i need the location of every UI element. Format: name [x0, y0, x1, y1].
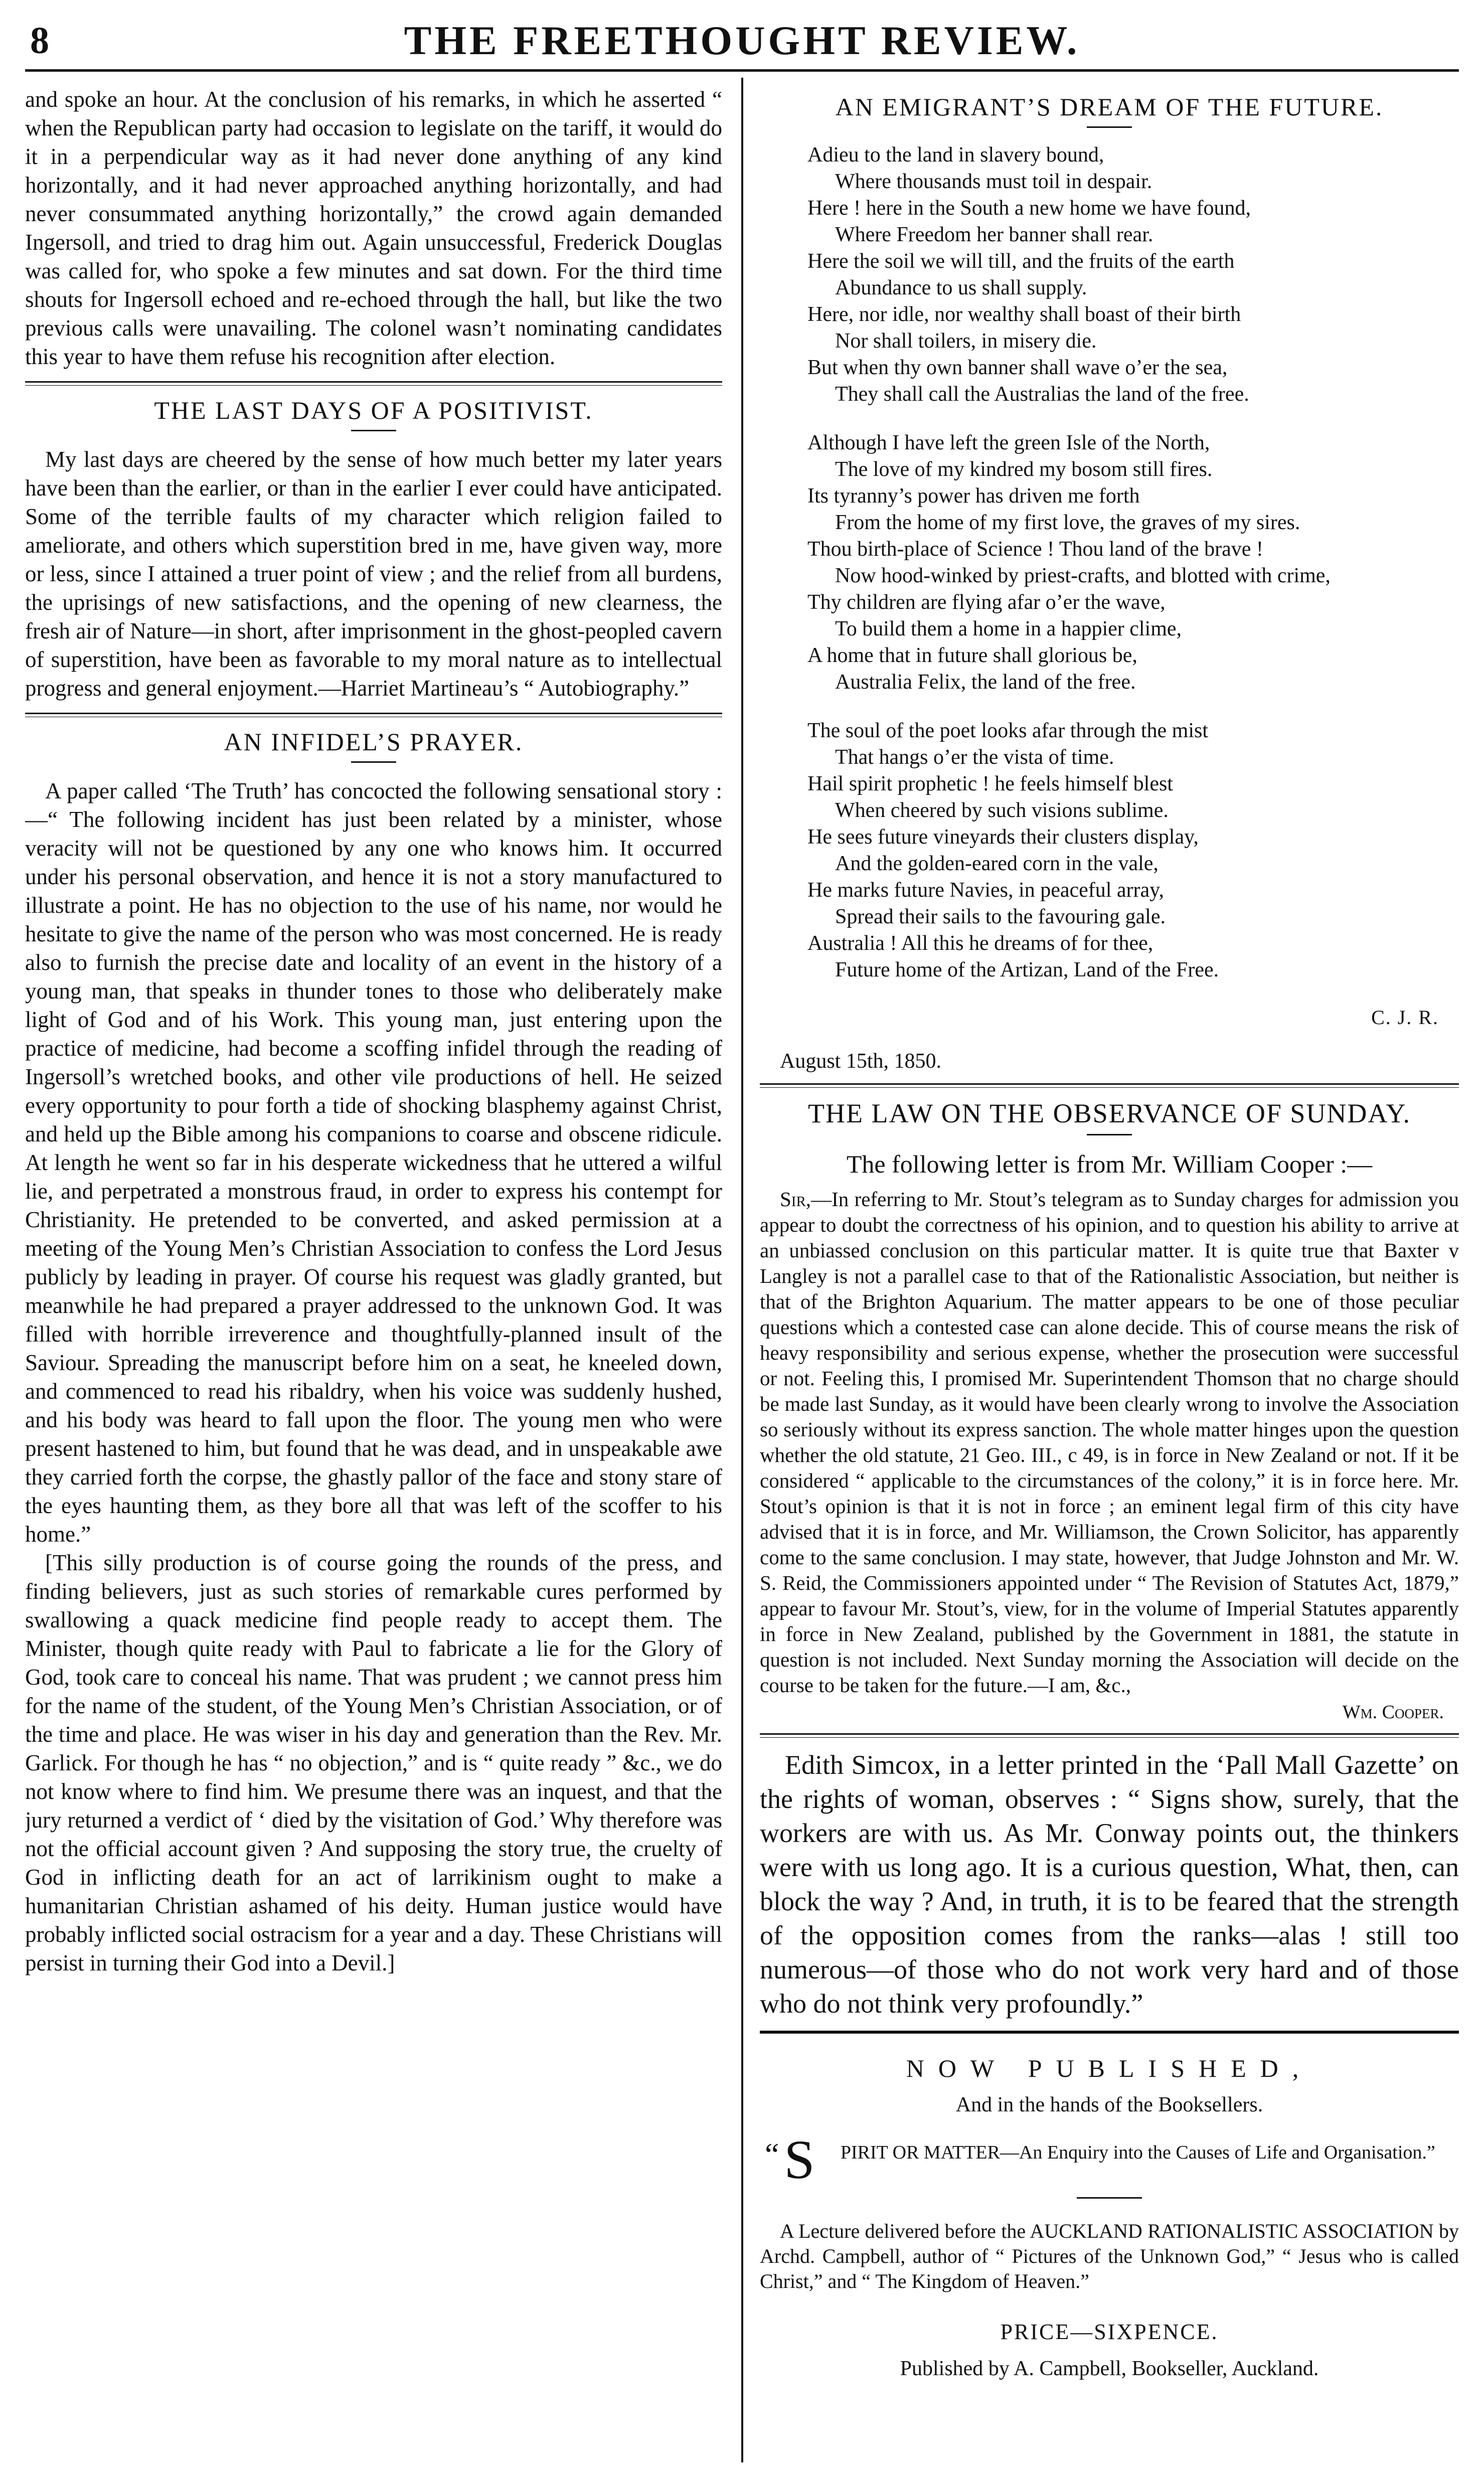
law-intro: The following letter is from Mr. William Cooper :— [846, 1150, 1373, 1178]
positivist-paragraph: My last days are cheered by the sense of how much better my later years have been than the earlier, or than in the earlier I ever could have anticipated. Some of the terrible faults of my character which religion failed to ameliorate, and others which superstition bred in me, have given way, more or less, since I attained a truer point of view ; and the relief from all burdens, the uprisings of new satisfactions, and the opening of new clearness, the fresh air of Nature—in short, after imprisonment in the ghost-peopled cavern of superstition, have been as favorable to my moral nature as to intellectual progress and general enjoyment.—Harriet Martineau’s “ Autobiography.” [25, 447, 722, 701]
poem-line: And the golden-eared corn in the vale, [835, 852, 1159, 875]
column-divider [741, 78, 743, 2462]
poem-line: Now hood-winked by priest-crafts, and blotted with crime, [835, 564, 1331, 587]
prayer-paragraph-1: A paper called ‘The Truth’ has concocted the following sensational story :—“ The following incident has just been related by a minister, whose veracity will not be questioned by any one who knows him. It occurred under his personal observation, and hence it is not a story manufactured to illustrate a point. He has no objection to the use of his name, nor would he hesitate to give the name of the person who was most concerned. He is ready also to furnish the precise date and locality of an event in the history of a young man, that speaks in thunder tones to those who deliberately make light of God and of his Work. This young man, just entering upon the practice of medicine, had become a scoffing infidel through the reading of Ingersoll’s wretched books, and other vile productions of hell. He seized every opportunity to pour forth a tide of shocking blasphemy against Christ, and held up the Bible among his companions to coarse and obscene ridicule. At length he went so far in his desperate wickedness that he uttered a wilful lie, and perpetrated a monstrous fraud, in order to express his contempt for Christianity. He pretended to be converted, and asked permission at a meeting of the Young Men’s Christian Association to confess the Lord Jesus publicly by leading in prayer. Of course his request was gladly granted, but meanwhile he had prepared a prayer addressed to the unknown God. It was filled with horrible irreverence and thoughtfully-planned insult of the Saviour. Spreading the manuscript before him on a seat, he kneeled down, and commenced to read his ribaldry, when his voice was suddenly hushed, and his body was heard to fall upon the floor. The young men who were present hastened to him, but found that he was dead, and in unspeakable awe they carried forth the corpse, the ghastly pallor of the face and stony stare of the eyes haunting them, as they bore all that was left of the scoffer to his home.” [25, 778, 722, 1547]
poem-line: Here the soil we will till, and the fruits of the earth [807, 250, 1235, 273]
poem-heading: AN EMIGRANT’S DREAM OF THE FUTURE. [835, 93, 1384, 121]
poem-line: When cheered by such visions sublime. [835, 799, 1169, 822]
poem-line: He sees future vineyards their clusters display, [807, 825, 1199, 849]
poem [807, 142, 1459, 983]
heading-underline [351, 761, 396, 763]
price-label: PRICE—SIXPENCE. [1000, 2320, 1219, 2344]
poem-date: August 15th, 1850. [780, 1050, 942, 1073]
poem-line: A home that in future shall glorious be, [807, 644, 1137, 667]
lecture-description: A Lecture delivered before the AUCKLAND RATIONALISTIC ASSOCIATION by Archd. Campbell, author of “ Pictures of the Unknown God,” “ Jesus who is called Christ,” and “ The Kingdom of Heaven.” [760, 2220, 1459, 2292]
poem-line: Spread their sails to the favouring gale. [835, 905, 1166, 928]
page-number: 8 [30, 20, 49, 62]
poem-line: Adieu to the land in slavery bound, [807, 143, 1104, 167]
poem-line: Nor shall toilers, in misery die. [835, 329, 1097, 353]
newspaper-page [25, 10, 1459, 2462]
poem-stanza-1 [807, 142, 1459, 408]
poem-line: To build them a home in a happier clime, [835, 617, 1182, 640]
poem-line: The love of my kindred my bosom still fires. [835, 458, 1213, 481]
heading-underline [1087, 1134, 1132, 1135]
poem-line: Hail spirit prophetic ! he feels himself blest [807, 772, 1173, 795]
heading-underline [351, 430, 396, 431]
section-rule [25, 381, 722, 386]
poem-signature: C. J. R. [1371, 1006, 1439, 1029]
poem-line: But when thy own banner shall wave o’er the sea, [807, 356, 1228, 379]
law-letter [760, 1187, 1459, 1698]
poem-line: The soul of the poet looks afar through the mist [807, 719, 1209, 742]
section-rule [25, 713, 722, 717]
prayer-heading: AN INFIDEL’S PRAYER. [224, 728, 524, 756]
poem-line: That hangs o’er the vista of time. [835, 746, 1114, 769]
masthead-title: THE FREETHOUGHT REVIEW. [404, 18, 1080, 63]
booksellers-line: And in the hands of the Booksellers. [955, 2093, 1263, 2116]
prayer-paragraph-2: [This silly production is of course going the rounds of the press, and finding believers, just as such stories of remarkable cures performed by swallowing a quack medicine find people ready to accept them. The Minister, though quite ready with Paul to fabricate a lie for the Glory of God, took care to conceal his name. That was prudent ; we cannot press him for the name of the student, of the Young Men’s Christian Association, or of the time and place. He was wiser in his day and generation than the Rev. Mr. Garlick. For though he has “ no objection,” and is “ quite ready ” &c., we do not know where to find him. We presume there was an inquest, and that the jury returned a verdict of ‘ died by the visitation of God.’ Why therefore was not the official account given ? And supposing the story true, the cruelty of God in inflicting death for an act of larrikinism ought to make a humanitarian Christian ashamed of his deity. Human justice would have probably inflicted social ostracism for a year and a day. These Christians will persist in turning their God into a Devil.] [25, 1550, 722, 1975]
header-rule [25, 69, 1459, 72]
poem-line: Although I have left the green Isle of the North, [807, 431, 1210, 454]
poem-line: Future home of the Artizan, Land of the Free. [835, 958, 1219, 981]
now-published-label: NOW PUBLISHED, [906, 2054, 1313, 2082]
poem-line: Here ! here in the South a new home we have found, [807, 197, 1251, 220]
letter-body: —In referring to Mr. Stout’s telegram as to Sunday charges for admission you appear to doubt the correctness of his opinion, and to question his ability to arrive at an unbiassed conclusion on this particular matter. It is quite true that Baxter v Langley is not a parallel case to that of the Rationalistic Association, but neither is that of the Brighton Aquarium. The matter appears to be one of those peculiar questions which a contested case can alone decide. This of course means the risk of heavy responsibility and serious expense, whether the prosecution were successful or not. Feeling this, I promised Mr. Superintendent Thomson that no charge should be made last Sunday, as it would have been clearly wrong to involve the Association so seriously without its express sanction. The whole matter hinges upon the question whether the old statute, 21 Geo. III., c 49, is in force in New Zealand or not. If it be considered “ applicable to the circumstances of the colony,” it is in force here. Mr. Stout’s opinion is that it is not in force ; an eminent legal firm of this city have advised that it is in force, and Mr. Williamson, the Crown Solicitor, has apparently come to the same conclusion. I may state, however, that Judge Johnston and Mr. W. S. Reid, the Commissioners appointed under “ The Revision of Statutes Act, 1879,” appear to favour Mr. Stout’s, view, for in the volume of Imperial Statutes apparently in force in New Zealand, published by the Government in 1881, the statute in question is not included. Next Sunday morning the Association will decide on the course to be taken for the future.—I am, &c., [760, 1188, 1459, 1697]
poem-line: Thy children are flying afar o’er the wave, [807, 591, 1166, 614]
poem-line: Australia Felix, the land of the free. [835, 671, 1136, 694]
book-title [760, 2129, 1459, 2190]
right-column [760, 85, 1459, 2462]
section-rule [760, 1733, 1459, 1738]
law-heading: THE LAW ON THE OBSERVANCE OF SUNDAY. [808, 1098, 1411, 1128]
poem-line: Australia ! All this he dreams of for thee, [807, 932, 1153, 955]
poem-line: Abundance to us shall supply. [835, 276, 1087, 299]
positivist-heading: THE LAST DAYS OF A POSITIVIST. [154, 396, 593, 424]
letter-salutation: Sir, [780, 1188, 811, 1211]
poem-line: Thou birth-place of Science ! Thou land of the brave ! [807, 538, 1263, 561]
poem-stanza-3 [807, 718, 1459, 983]
drop-cap: S [784, 2129, 815, 2190]
letter-signature: Wm. Cooper. [1342, 1702, 1444, 1723]
poem-stanza-2 [807, 430, 1459, 696]
publisher-line: Published by A. Campbell, Bookseller, Auckland. [900, 2357, 1319, 2380]
section-rule [760, 1083, 1459, 1088]
continuation-paragraph: and spoke an hour. At the conclusion of his remarks, in which he asserted “ when the Republican party had occasion to legislate on the tariff, it would do it in a perpendicular way as it had never done anything of any kind horizontally, and it had never approached anything horizontally, and had never consummated anything horizontally,” the crowd again demanded Ingersoll, and tried to drag him out. Again unsuccessful, Frederick Douglas was called for, who spoke a few minutes and sat down. For the third time shouts for Ingersoll echoed and re-echoed through the hall, but like the two previous calls were unavailing. The colonel wasn’t nominating candidates this year to have them refuse his recognition after election. [25, 87, 722, 369]
poem-line: They shall call the Australias the land of the free. [835, 383, 1249, 406]
heading-underline [1087, 126, 1132, 128]
poem-line: From the home of my first love, the graves of my sires. [835, 511, 1300, 534]
advert-separator [1077, 2197, 1142, 2199]
simcox-paragraph: Edith Simcox, in a letter printed in the ‘Pall Mall Gazette’ on the rights of woman, observes : “ Signs show, surely, that the workers are with us. As Mr. Conway points out, the thinkers were with us long ago. It is a curious question, What, then, can block the way ? And, in truth, it is to be feared that the strength of the opposition comes from the ranks—alas ! still too numerous—of those who do not work very hard and of those who do not think very profoundly.” [760, 1750, 1459, 2019]
open-quote: “ [765, 2136, 779, 2172]
page-header [25, 10, 1459, 70]
poem-line: Where thousands must toil in despair. [835, 170, 1152, 193]
poem-line: Here, nor idle, nor wealthy shall boast of their birth [807, 303, 1241, 326]
advert-rule [760, 2031, 1459, 2034]
book-title-text: PIRIT OR MATTER—An Enquiry into the Causes of Life and Organisation.” [840, 2142, 1435, 2163]
poem-line: Where Freedom her banner shall rear. [835, 223, 1153, 246]
poem-line: He marks future Navies, in peaceful array, [807, 879, 1164, 902]
left-column [25, 85, 722, 2462]
poem-line: Its tyranny’s power has driven me forth [807, 484, 1140, 508]
